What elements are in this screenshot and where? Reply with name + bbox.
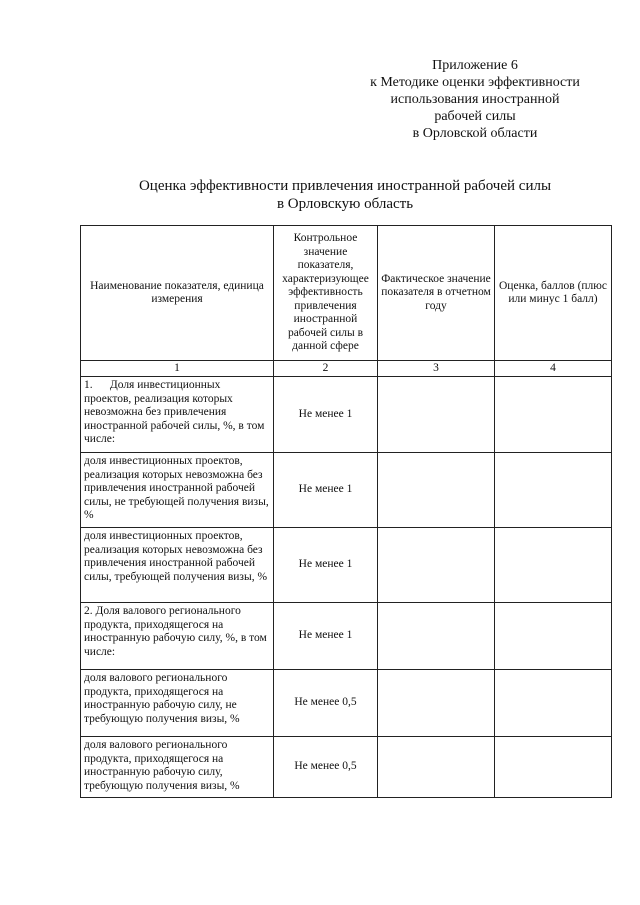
table-row [81,737,612,798]
header-control-value: Контрольное значение показателя, характеризующее эффективность привлечения иностранной рабочей силы в данной сфере [274,226,378,361]
appendix-line: использования иностранной [390,92,560,107]
indicator-name-cell: 2. Доля валового регионального продукта, приходящегося на иностранную рабочую силу, %, в том числе: [81,603,274,670]
column-number-row [81,361,612,377]
column-number: 2 [274,361,378,377]
actual-value-cell[interactable] [378,603,495,670]
control-value-cell: Не менее 0,5 [274,737,378,798]
table-header-row [81,226,612,361]
table-row [81,603,612,670]
actual-value-cell[interactable] [378,453,495,528]
control-value-cell: Не менее 1 [274,453,378,528]
actual-value-cell[interactable] [378,377,495,453]
title-line-2: в Орловскую область [276,196,414,212]
score-cell[interactable] [495,377,612,453]
column-number: 4 [495,361,612,377]
score-cell[interactable] [495,528,612,603]
score-cell[interactable] [495,737,612,798]
appendix-line: в Орловской области [412,126,538,141]
actual-value-cell[interactable] [378,670,495,737]
appendix-line: Приложение 6 [432,58,518,73]
score-cell[interactable] [495,453,612,528]
column-number: 3 [378,361,495,377]
header-score: Оценка, баллов (плюс или минус 1 балл) [495,226,612,361]
evaluation-table [80,225,612,798]
score-cell[interactable] [495,670,612,737]
indicator-name-cell: доля валового регионального продукта, приходящегося на иностранную рабочую силу, не требующую получения визы, % [81,670,274,737]
score-cell[interactable] [495,603,612,670]
title-line-1: Оценка эффективности привлечения иностранной рабочей силы [138,178,552,194]
header-actual-value: Фактическое значение показателя в отчетном году [378,226,495,361]
column-number: 1 [81,361,274,377]
actual-value-cell[interactable] [378,737,495,798]
table-row [81,453,612,528]
appendix-block [340,57,610,142]
indicator-name-cell: доля инвестиционных проектов, реализация которых невозможна без привлечения иностранной рабочей силы, требующей получения визы, % [81,528,274,603]
indicator-name-cell: 1. Доля инвестиционных проектов, реализация которых невозможна без привлечения иностранной рабочей силы, %, в том числе: [81,377,274,453]
control-value-cell: Не менее 0,5 [274,670,378,737]
table-row [81,528,612,603]
document-title [80,177,610,213]
indicator-name-cell: доля инвестиционных проектов, реализация которых невозможна без привлечения иностранной рабочей силы, не требующей получения визы, % [81,453,274,528]
appendix-line: рабочей силы [434,109,516,124]
control-value-cell: Не менее 1 [274,528,378,603]
header-indicator-name: Наименование показателя, единица измерения [81,226,274,361]
control-value-cell: Не менее 1 [274,377,378,453]
control-value-cell: Не менее 1 [274,603,378,670]
appendix-line: к Методике оценки эффективности [370,75,580,90]
indicator-name-cell: доля валового регионального продукта, приходящегося на иностранную рабочую силу, требующую получения визы, % [81,737,274,798]
actual-value-cell[interactable] [378,528,495,603]
table-row [81,377,612,453]
table-row [81,670,612,737]
